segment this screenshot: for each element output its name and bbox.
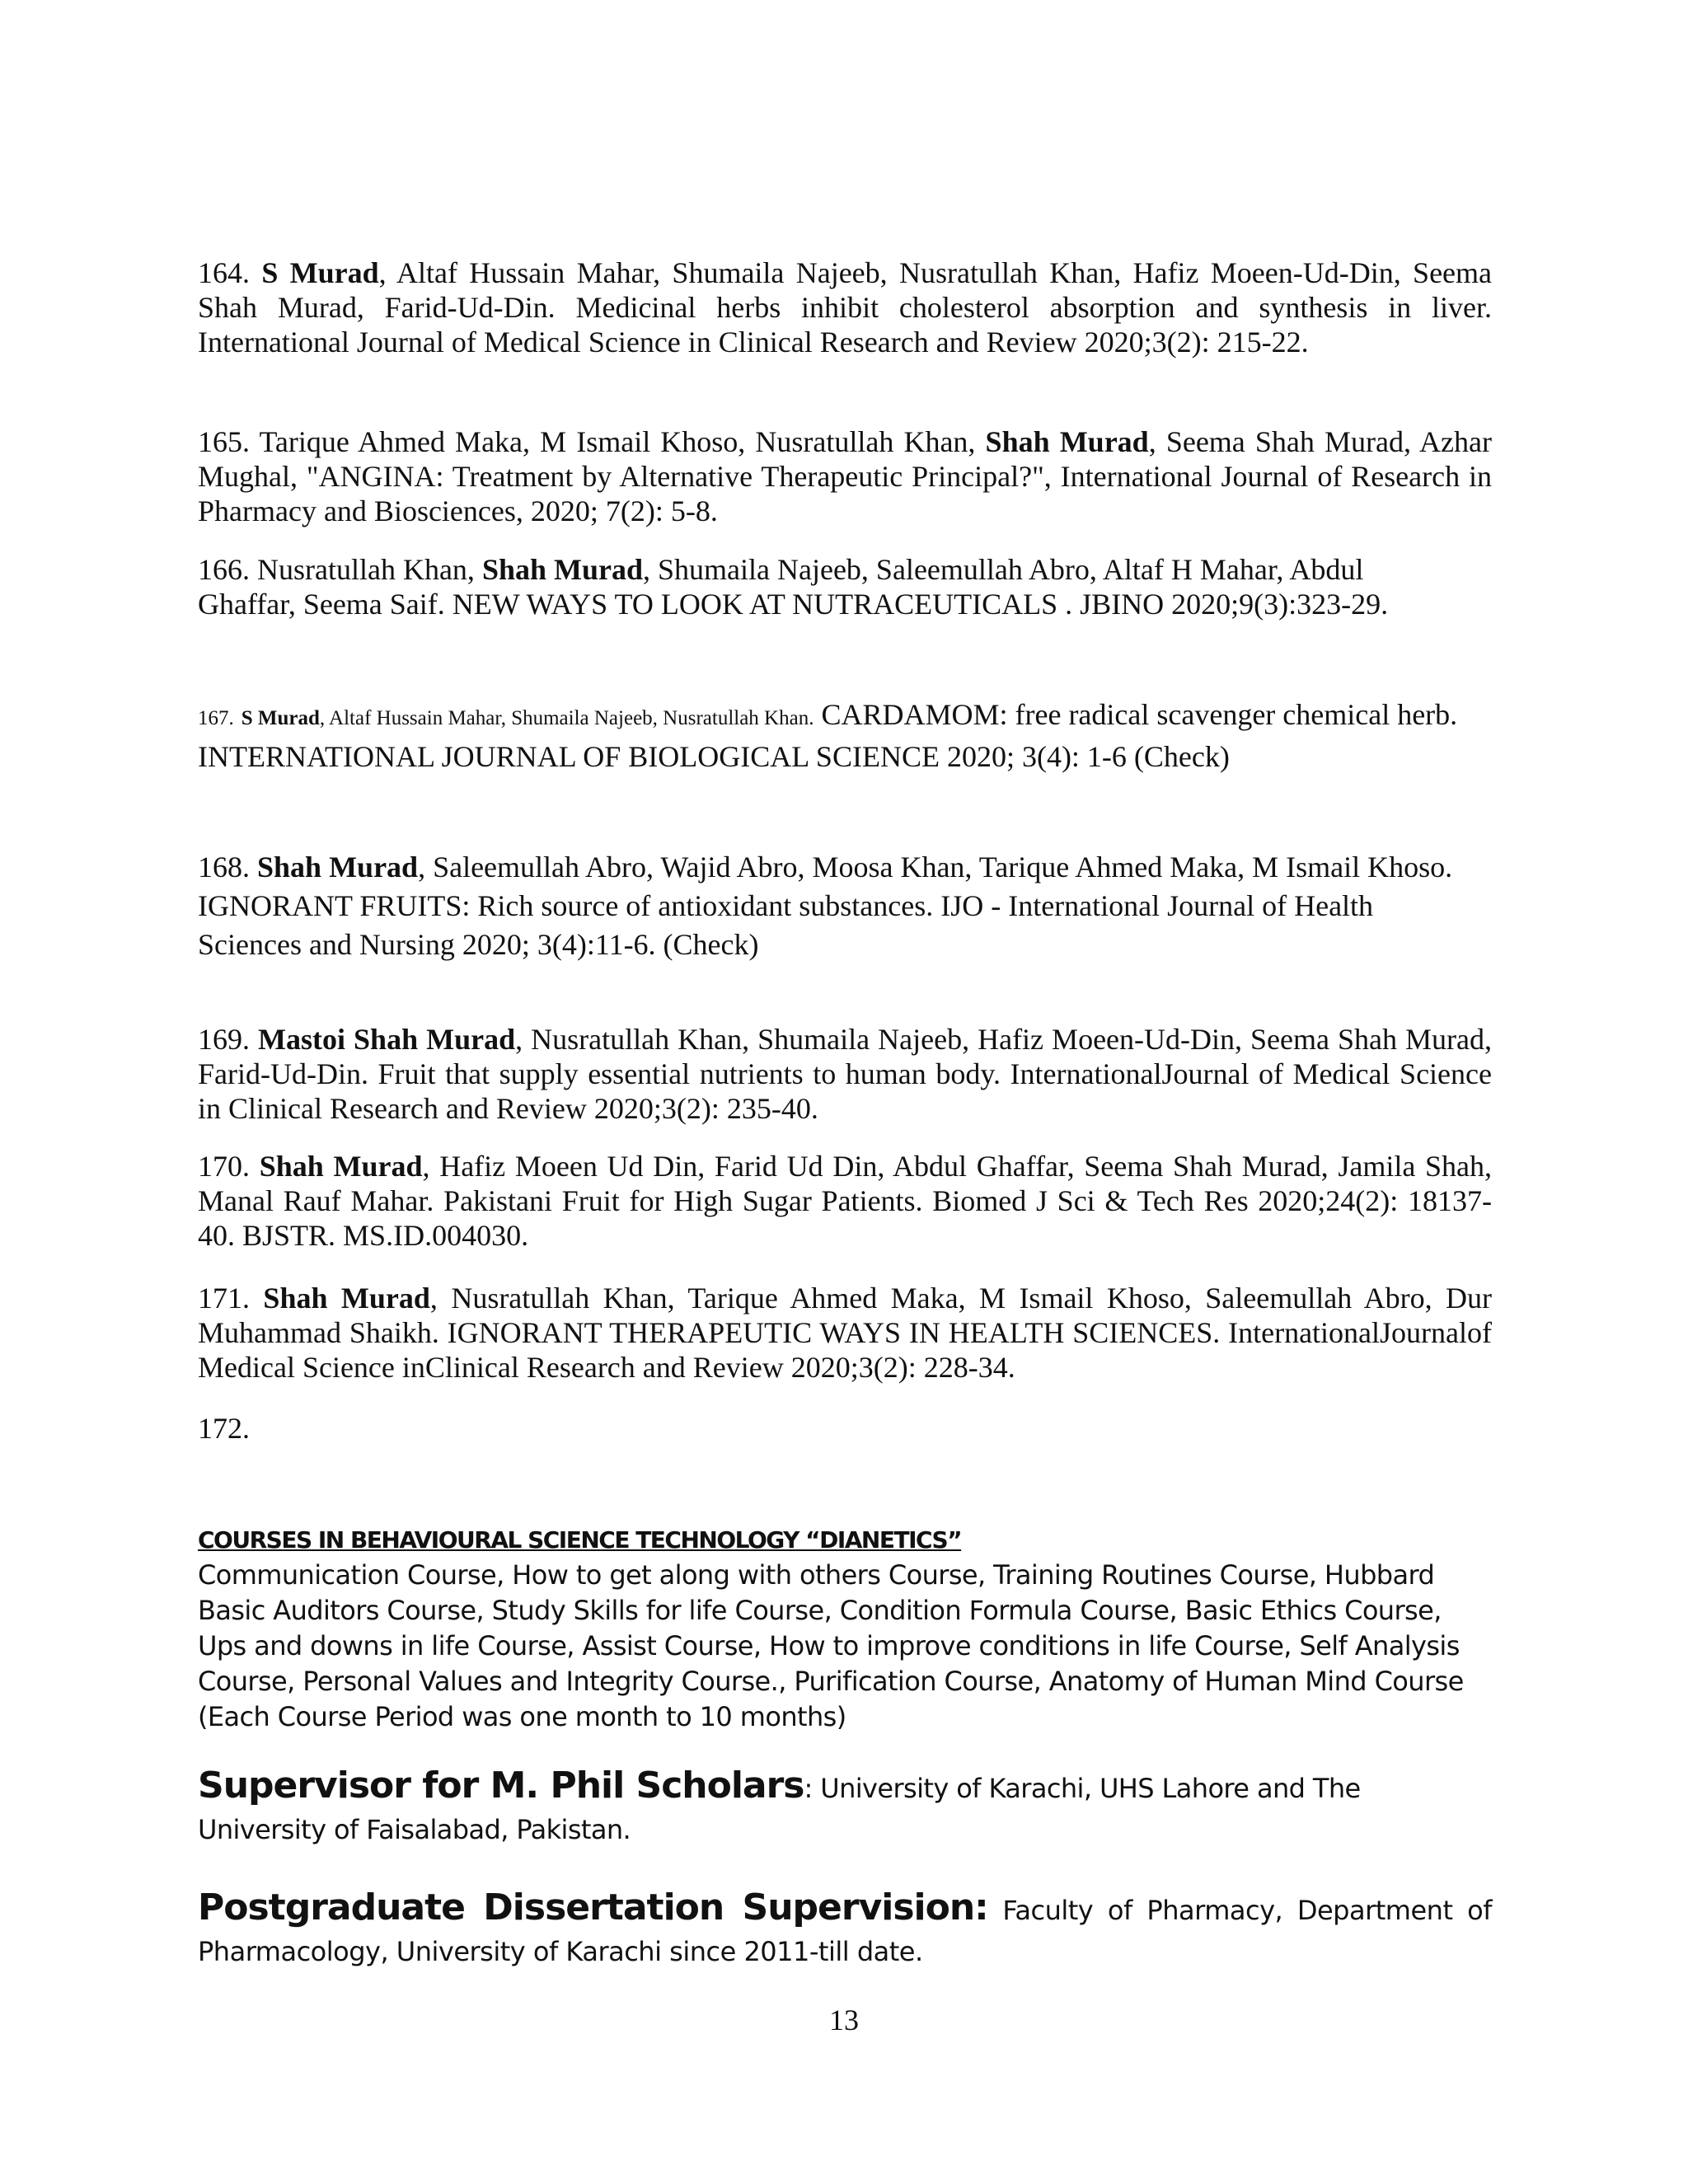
reference-171 [198, 1281, 1492, 1385]
postgrad-section [198, 1887, 1492, 1972]
reference-165 [198, 424, 1492, 528]
reference-author-bold: Mastoi Shah Murad [258, 1023, 516, 1056]
reference-166 [198, 552, 1459, 621]
reference-number: 169. [198, 1023, 250, 1056]
reference-text: , Seema Shah Murad, Azhar Mughal, "ANGINA: Treatment by Alternative Therapeutic Principal?", International Journal of Research in Pharmacy and Biosciences, 2020; 7(2): 5-8. [198, 425, 1492, 527]
reference-text: , Shumaila Najeeb, Saleemullah Abro, Altaf H Mahar, Abdul Ghaffar, Seema Saif. NEW WAYS TO LOOK AT NUTRACEUTICALS . JBINO 2020;9(3):323-29. [198, 553, 1389, 621]
reference-author-bold: Shah Murad [481, 553, 644, 586]
reference-number: 171. [198, 1282, 250, 1315]
reference-text: , Nusratullah Khan, Shumaila Najeeb, Hafiz Moeen-Ud-Din, Seema Shah Murad, Farid-Ud-Din. Fruit that supply essential nutrients to human body. InternationalJournal of Medical Science in Clinical Research and Review 2020;3(2): 235-40. [198, 1023, 1493, 1125]
courses-list: Communication Course, How to get along with others Course, Training Routines Course, Hubbard Basic Auditors Course, Study Skills for life Course, Condition Formula Course, Basic Ethics Course, Ups and downs in life Course, Assist Course, How to improve conditions in life Course, Self Analysis Course, Personal Values and Integrity Course., Purification Course, Anatomy of Human Mind Course (Each Course Period was one month to 10 months) [198, 1559, 1464, 1732]
reference-number: 172. [198, 1412, 250, 1445]
reference-author-bold: Shah Murad [985, 425, 1149, 458]
reference-text-pre: 166. Nusratullah Khan, [198, 553, 482, 586]
supervisor-text: : University of Karachi, UHS Lahore and The University of Faisalabad, Pakistan. [198, 1773, 1361, 1845]
reference-author-bold: S Murad [261, 256, 379, 289]
supervisor-section [198, 1765, 1492, 1850]
reference-author-bold: Shah Murad [259, 1150, 423, 1183]
reference-text: , Hafiz Moeen Ud Din, Farid Ud Din, Abdul Ghaffar, Seema Shah Murad, Jamila Shah, Manal Rauf Mahar. Pakistani Fruit for High Sugar Patients. Biomed J Sci & Tech Res 2020;24(2): 18137-40. BJSTR. MS.ID.004030. [198, 1150, 1493, 1252]
reference-167 [198, 696, 1467, 776]
reference-text: , Nusratullah Khan, Tarique Ahmed Maka, M Ismail Khoso, Saleemullah Abro, Dur Muhammad Shaikh. IGNORANT THERAPEUTIC WAYS IN HEALTH SCIENCES. InternationalJournalof Medical Science inClinical Research and Review 2020;3(2): 228-34. [198, 1282, 1492, 1384]
reference-authors-small: , Altaf Hussain Mahar, Shumaila Najeeb, Nusratullah Khan. [319, 707, 814, 729]
reference-text: , Altaf Hussain Mahar, Shumaila Najeeb, Nusratullah Khan, Hafiz Moeen-Ud-Din, Seema Shah Murad, Farid-Ud-Din. Medicinal herbs inhibit cholesterol absorption and synthesis in liver. International Journal of Medical Science in Clinical Research and Review 2020;3(2): 215-22. [198, 256, 1493, 359]
reference-text: CARDAMOM: free radical scavenger chemical herb. INTERNATIONAL JOURNAL OF BIOLOGICAL SCIENCE 2020; 3(4): 1-6 (Check) [198, 698, 1458, 773]
reference-text: , Saleemullah Abro, Wajid Abro, Moosa Khan, Tarique Ahmed Maka, M Ismail Khoso. IGNORANT FRUITS: Rich source of antioxidant substances. IJO - International Journal of Health Sciences and Nursing 2020; 3(4):11-6. (Check) [198, 851, 1453, 961]
reference-164 [198, 255, 1492, 359]
reference-169 [198, 1022, 1492, 1126]
page-number: 13 [829, 2004, 859, 2036]
reference-text-pre: 165. Tarique Ahmed Maka, M Ismail Khoso, Nusratullah Khan, [198, 425, 986, 458]
reference-author-bold: Shah Murad [257, 851, 419, 883]
reference-number: 167. [198, 707, 234, 729]
postgrad-heading: Postgraduate Dissertation Supervision: [198, 1886, 988, 1929]
postgrad-text: Faculty of Pharmacy, Department of Pharmacology, University of Karachi since 2011-till date. [198, 1895, 1492, 1967]
reference-number: 168. [198, 851, 250, 883]
courses-heading: COURSES IN BEHAVIOURAL SCIENCE TECHNOLOGY “DIANETICS” [198, 1526, 962, 1554]
reference-number: 170. [198, 1150, 250, 1183]
reference-number: 164. [198, 256, 250, 289]
supervisor-heading: Supervisor for M. Phil Scholars [198, 1765, 804, 1807]
reference-168 [198, 848, 1467, 964]
reference-author-bold: Shah Murad [263, 1282, 430, 1315]
reference-author-bold: S Murad [241, 707, 320, 729]
reference-170 [198, 1149, 1492, 1253]
reference-172 [198, 1411, 1492, 1446]
